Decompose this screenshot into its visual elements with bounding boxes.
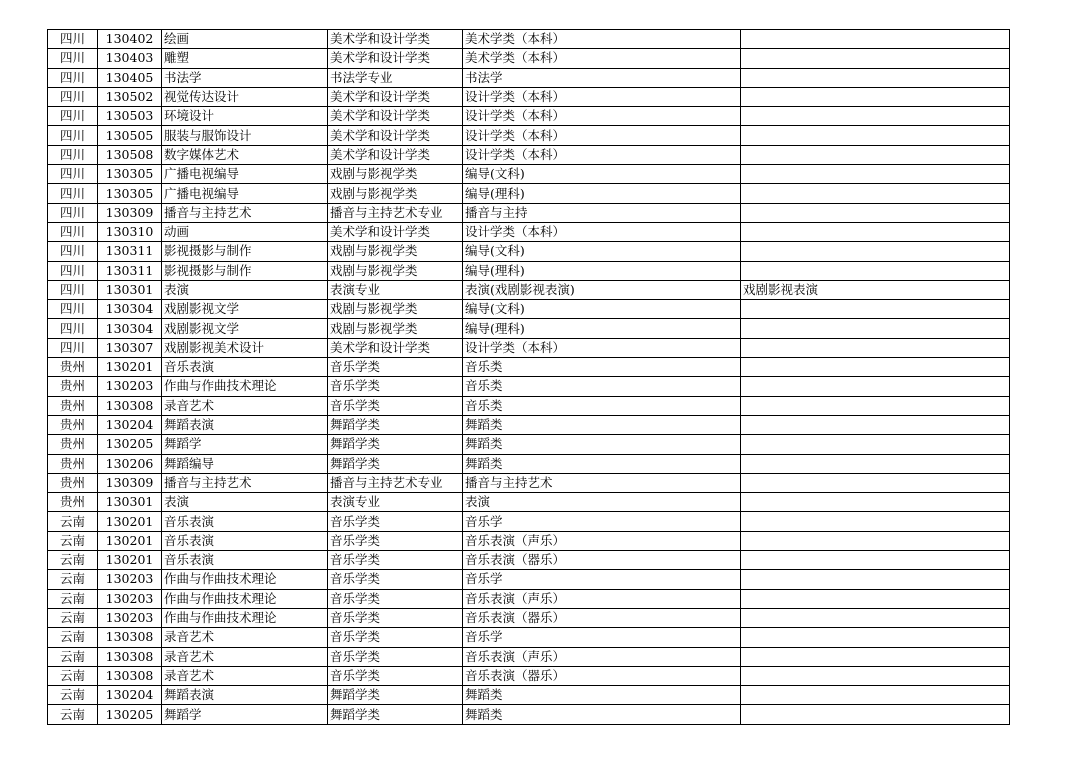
exam-subject-cell: 编导(理科): [463, 261, 741, 280]
exam-category-cell: 戏剧与影视学类: [328, 319, 463, 338]
major-name-cell: 戏剧影视美术设计: [162, 338, 328, 357]
note-cell: [741, 628, 1010, 647]
note-cell: [741, 68, 1010, 87]
exam-category-cell: 美术学和设计学类: [328, 145, 463, 164]
major-code-cell: 130201: [98, 512, 162, 531]
note-cell: [741, 454, 1010, 473]
table-row: [48, 493, 1010, 512]
exam-subject-cell: 音乐表演（声乐）: [463, 531, 741, 550]
table-row: [48, 300, 1010, 319]
exam-category-cell: 音乐学类: [328, 531, 463, 550]
major-code-cell: 130305: [98, 184, 162, 203]
major-code-cell: 130205: [98, 435, 162, 454]
exam-category-cell: 戏剧与影视学类: [328, 184, 463, 203]
exam-subject-cell: 音乐表演（声乐）: [463, 647, 741, 666]
exam-subject-cell: 舞蹈类: [463, 686, 741, 705]
exam-subject-cell: 音乐表演（声乐）: [463, 589, 741, 608]
major-code-cell: 130309: [98, 203, 162, 222]
major-name-cell: 环境设计: [162, 107, 328, 126]
province-cell: 四川: [48, 30, 98, 49]
table-row: [48, 165, 1010, 184]
major-code-cell: 130402: [98, 30, 162, 49]
major-name-cell: 表演: [162, 493, 328, 512]
exam-subject-cell: 音乐学: [463, 512, 741, 531]
table-row: [48, 280, 1010, 299]
table-row: [48, 222, 1010, 241]
major-name-cell: 舞蹈学: [162, 435, 328, 454]
table-row: [48, 435, 1010, 454]
major-code-cell: 130405: [98, 68, 162, 87]
exam-category-cell: 戏剧与影视学类: [328, 242, 463, 261]
exam-subject-cell: 音乐类: [463, 377, 741, 396]
note-cell: [741, 686, 1010, 705]
major-code-cell: 130206: [98, 454, 162, 473]
note-cell: [741, 203, 1010, 222]
table-row: [48, 377, 1010, 396]
note-cell: [741, 435, 1010, 454]
province-cell: 云南: [48, 512, 98, 531]
exam-category-cell: 音乐学类: [328, 608, 463, 627]
major-name-cell: 录音艺术: [162, 666, 328, 685]
exam-subject-cell: 舞蹈类: [463, 454, 741, 473]
major-code-cell: 130311: [98, 242, 162, 261]
province-cell: 云南: [48, 686, 98, 705]
note-cell: [741, 551, 1010, 570]
table-row: [48, 126, 1010, 145]
province-cell: 贵州: [48, 493, 98, 512]
major-code-cell: 130205: [98, 705, 162, 724]
exam-subject-cell: 设计学类（本科）: [463, 87, 741, 106]
note-cell: [741, 377, 1010, 396]
major-code-cell: 130308: [98, 396, 162, 415]
province-cell: 四川: [48, 126, 98, 145]
province-cell: 贵州: [48, 435, 98, 454]
exam-category-cell: 表演专业: [328, 280, 463, 299]
exam-category-cell: 播音与主持艺术专业: [328, 473, 463, 492]
major-name-cell: 雕塑: [162, 49, 328, 68]
admission-table: [47, 29, 1010, 725]
province-cell: 四川: [48, 165, 98, 184]
major-name-cell: 音乐表演: [162, 531, 328, 550]
exam-category-cell: 舞蹈学类: [328, 686, 463, 705]
table-row: [48, 705, 1010, 724]
province-cell: 云南: [48, 628, 98, 647]
note-cell: [741, 493, 1010, 512]
note-cell: [741, 300, 1010, 319]
exam-subject-cell: 音乐学: [463, 628, 741, 647]
exam-category-cell: 美术学和设计学类: [328, 222, 463, 241]
exam-subject-cell: 音乐表演（器乐）: [463, 551, 741, 570]
table-row: [48, 531, 1010, 550]
major-name-cell: 作曲与作曲技术理论: [162, 377, 328, 396]
note-cell: [741, 415, 1010, 434]
exam-category-cell: 美术学和设计学类: [328, 338, 463, 357]
major-name-cell: 作曲与作曲技术理论: [162, 589, 328, 608]
table-row: [48, 647, 1010, 666]
note-cell: [741, 473, 1010, 492]
exam-subject-cell: 舞蹈类: [463, 415, 741, 434]
major-name-cell: 舞蹈编导: [162, 454, 328, 473]
major-name-cell: 播音与主持艺术: [162, 473, 328, 492]
exam-category-cell: 美术学和设计学类: [328, 30, 463, 49]
note-cell: [741, 570, 1010, 589]
major-code-cell: 130203: [98, 570, 162, 589]
major-code-cell: 130203: [98, 589, 162, 608]
province-cell: 贵州: [48, 396, 98, 415]
major-code-cell: 130201: [98, 551, 162, 570]
exam-subject-cell: 舞蹈类: [463, 435, 741, 454]
major-code-cell: 130304: [98, 319, 162, 338]
major-code-cell: 130301: [98, 493, 162, 512]
exam-subject-cell: 表演(戏剧影视表演): [463, 280, 741, 299]
note-cell: [741, 261, 1010, 280]
exam-subject-cell: 设计学类（本科）: [463, 126, 741, 145]
exam-category-cell: 舞蹈学类: [328, 435, 463, 454]
province-cell: 贵州: [48, 454, 98, 473]
note-cell: [741, 531, 1010, 550]
province-cell: 云南: [48, 647, 98, 666]
major-code-cell: 130301: [98, 280, 162, 299]
province-cell: 四川: [48, 319, 98, 338]
note-cell: [741, 647, 1010, 666]
major-name-cell: 舞蹈学: [162, 705, 328, 724]
exam-category-cell: 美术学和设计学类: [328, 107, 463, 126]
exam-subject-cell: 播音与主持: [463, 203, 741, 222]
table-row: [48, 145, 1010, 164]
province-cell: 云南: [48, 589, 98, 608]
exam-category-cell: 戏剧与影视学类: [328, 300, 463, 319]
major-name-cell: 表演: [162, 280, 328, 299]
note-cell: [741, 222, 1010, 241]
major-name-cell: 服装与服饰设计: [162, 126, 328, 145]
note-cell: [741, 184, 1010, 203]
note-cell: [741, 165, 1010, 184]
province-cell: 四川: [48, 184, 98, 203]
province-cell: 贵州: [48, 377, 98, 396]
major-name-cell: 数字媒体艺术: [162, 145, 328, 164]
table-row: [48, 319, 1010, 338]
note-cell: [741, 87, 1010, 106]
major-code-cell: 130305: [98, 165, 162, 184]
province-cell: 贵州: [48, 415, 98, 434]
province-cell: 云南: [48, 666, 98, 685]
major-name-cell: 舞蹈表演: [162, 415, 328, 434]
table-row: [48, 184, 1010, 203]
province-cell: 四川: [48, 280, 98, 299]
note-cell: [741, 319, 1010, 338]
province-cell: 贵州: [48, 473, 98, 492]
province-cell: 云南: [48, 570, 98, 589]
exam-subject-cell: 表演: [463, 493, 741, 512]
province-cell: 四川: [48, 68, 98, 87]
exam-subject-cell: 编导(文科): [463, 242, 741, 261]
exam-subject-cell: 舞蹈类: [463, 705, 741, 724]
exam-category-cell: 舞蹈学类: [328, 415, 463, 434]
province-cell: 四川: [48, 49, 98, 68]
table-row: [48, 589, 1010, 608]
table-row: [48, 570, 1010, 589]
exam-subject-cell: 书法学: [463, 68, 741, 87]
province-cell: 四川: [48, 242, 98, 261]
exam-category-cell: 音乐学类: [328, 358, 463, 377]
note-cell: [741, 608, 1010, 627]
table-row: [48, 107, 1010, 126]
table-row: [48, 628, 1010, 647]
table-row: [48, 203, 1010, 222]
note-cell: 戏剧影视表演: [741, 280, 1010, 299]
exam-category-cell: 音乐学类: [328, 570, 463, 589]
note-cell: [741, 705, 1010, 724]
major-code-cell: 130204: [98, 686, 162, 705]
table-row: [48, 608, 1010, 627]
exam-category-cell: 音乐学类: [328, 396, 463, 415]
note-cell: [741, 358, 1010, 377]
major-code-cell: 130308: [98, 666, 162, 685]
province-cell: 四川: [48, 87, 98, 106]
major-code-cell: 130304: [98, 300, 162, 319]
table-row: [48, 30, 1010, 49]
exam-category-cell: 音乐学类: [328, 589, 463, 608]
major-code-cell: 130502: [98, 87, 162, 106]
exam-subject-cell: 编导(文科): [463, 165, 741, 184]
table-row: [48, 473, 1010, 492]
major-code-cell: 130508: [98, 145, 162, 164]
note-cell: [741, 396, 1010, 415]
table-row: [48, 512, 1010, 531]
note-cell: [741, 589, 1010, 608]
exam-category-cell: 戏剧与影视学类: [328, 165, 463, 184]
exam-subject-cell: 编导(理科): [463, 184, 741, 203]
exam-category-cell: 舞蹈学类: [328, 705, 463, 724]
major-code-cell: 130203: [98, 377, 162, 396]
exam-category-cell: 书法学专业: [328, 68, 463, 87]
exam-subject-cell: 编导(文科): [463, 300, 741, 319]
major-code-cell: 130309: [98, 473, 162, 492]
province-cell: 四川: [48, 145, 98, 164]
major-code-cell: 130201: [98, 358, 162, 377]
major-name-cell: 音乐表演: [162, 551, 328, 570]
note-cell: [741, 512, 1010, 531]
province-cell: 四川: [48, 203, 98, 222]
province-cell: 云南: [48, 608, 98, 627]
exam-category-cell: 戏剧与影视学类: [328, 261, 463, 280]
major-code-cell: 130201: [98, 531, 162, 550]
exam-category-cell: 音乐学类: [328, 512, 463, 531]
exam-category-cell: 舞蹈学类: [328, 454, 463, 473]
exam-subject-cell: 设计学类（本科）: [463, 107, 741, 126]
exam-subject-cell: 设计学类（本科）: [463, 145, 741, 164]
table-body: [48, 30, 1010, 725]
major-name-cell: 作曲与作曲技术理论: [162, 570, 328, 589]
table-row: [48, 415, 1010, 434]
major-name-cell: 录音艺术: [162, 647, 328, 666]
exam-subject-cell: 播音与主持艺术: [463, 473, 741, 492]
major-name-cell: 动画: [162, 222, 328, 241]
major-name-cell: 录音艺术: [162, 396, 328, 415]
table-row: [48, 358, 1010, 377]
major-name-cell: 书法学: [162, 68, 328, 87]
major-code-cell: 130308: [98, 647, 162, 666]
major-code-cell: 130403: [98, 49, 162, 68]
exam-subject-cell: 音乐表演（器乐）: [463, 608, 741, 627]
table-row: [48, 49, 1010, 68]
major-code-cell: 130203: [98, 608, 162, 627]
table-row: [48, 551, 1010, 570]
major-code-cell: 130311: [98, 261, 162, 280]
major-name-cell: 录音艺术: [162, 628, 328, 647]
province-cell: 云南: [48, 705, 98, 724]
major-code-cell: 130505: [98, 126, 162, 145]
note-cell: [741, 30, 1010, 49]
exam-category-cell: 美术学和设计学类: [328, 126, 463, 145]
exam-category-cell: 音乐学类: [328, 551, 463, 570]
exam-category-cell: 音乐学类: [328, 666, 463, 685]
note-cell: [741, 145, 1010, 164]
table-row: [48, 261, 1010, 280]
table-row: [48, 396, 1010, 415]
major-name-cell: 绘画: [162, 30, 328, 49]
table-row: [48, 454, 1010, 473]
note-cell: [741, 49, 1010, 68]
major-name-cell: 影视摄影与制作: [162, 261, 328, 280]
major-name-cell: 广播电视编导: [162, 165, 328, 184]
note-cell: [741, 107, 1010, 126]
exam-subject-cell: 音乐表演（器乐）: [463, 666, 741, 685]
major-name-cell: 音乐表演: [162, 358, 328, 377]
exam-category-cell: 表演专业: [328, 493, 463, 512]
table-row: [48, 338, 1010, 357]
exam-subject-cell: 音乐学: [463, 570, 741, 589]
table-row: [48, 242, 1010, 261]
exam-subject-cell: 编导(理科): [463, 319, 741, 338]
exam-category-cell: 音乐学类: [328, 628, 463, 647]
major-name-cell: 视觉传达设计: [162, 87, 328, 106]
table-row: [48, 666, 1010, 685]
major-code-cell: 130310: [98, 222, 162, 241]
table-row: [48, 68, 1010, 87]
major-code-cell: 130204: [98, 415, 162, 434]
table-row: [48, 87, 1010, 106]
exam-category-cell: 音乐学类: [328, 377, 463, 396]
province-cell: 贵州: [48, 358, 98, 377]
exam-category-cell: 音乐学类: [328, 647, 463, 666]
exam-category-cell: 美术学和设计学类: [328, 87, 463, 106]
province-cell: 四川: [48, 261, 98, 280]
major-name-cell: 舞蹈表演: [162, 686, 328, 705]
exam-subject-cell: 音乐类: [463, 358, 741, 377]
major-name-cell: 影视摄影与制作: [162, 242, 328, 261]
exam-subject-cell: 美术学类（本科）: [463, 49, 741, 68]
province-cell: 四川: [48, 338, 98, 357]
exam-subject-cell: 美术学类（本科）: [463, 30, 741, 49]
major-name-cell: 音乐表演: [162, 512, 328, 531]
exam-subject-cell: 设计学类（本科）: [463, 222, 741, 241]
major-code-cell: 130307: [98, 338, 162, 357]
province-cell: 云南: [48, 551, 98, 570]
province-cell: 四川: [48, 222, 98, 241]
major-name-cell: 播音与主持艺术: [162, 203, 328, 222]
province-cell: 云南: [48, 531, 98, 550]
major-code-cell: 130308: [98, 628, 162, 647]
major-name-cell: 作曲与作曲技术理论: [162, 608, 328, 627]
province-cell: 四川: [48, 107, 98, 126]
note-cell: [741, 666, 1010, 685]
table-row: [48, 686, 1010, 705]
major-name-cell: 戏剧影视文学: [162, 319, 328, 338]
major-name-cell: 戏剧影视文学: [162, 300, 328, 319]
major-name-cell: 广播电视编导: [162, 184, 328, 203]
note-cell: [741, 126, 1010, 145]
exam-category-cell: 美术学和设计学类: [328, 49, 463, 68]
exam-subject-cell: 音乐类: [463, 396, 741, 415]
province-cell: 四川: [48, 300, 98, 319]
exam-subject-cell: 设计学类（本科）: [463, 338, 741, 357]
exam-category-cell: 播音与主持艺术专业: [328, 203, 463, 222]
note-cell: [741, 242, 1010, 261]
major-code-cell: 130503: [98, 107, 162, 126]
note-cell: [741, 338, 1010, 357]
